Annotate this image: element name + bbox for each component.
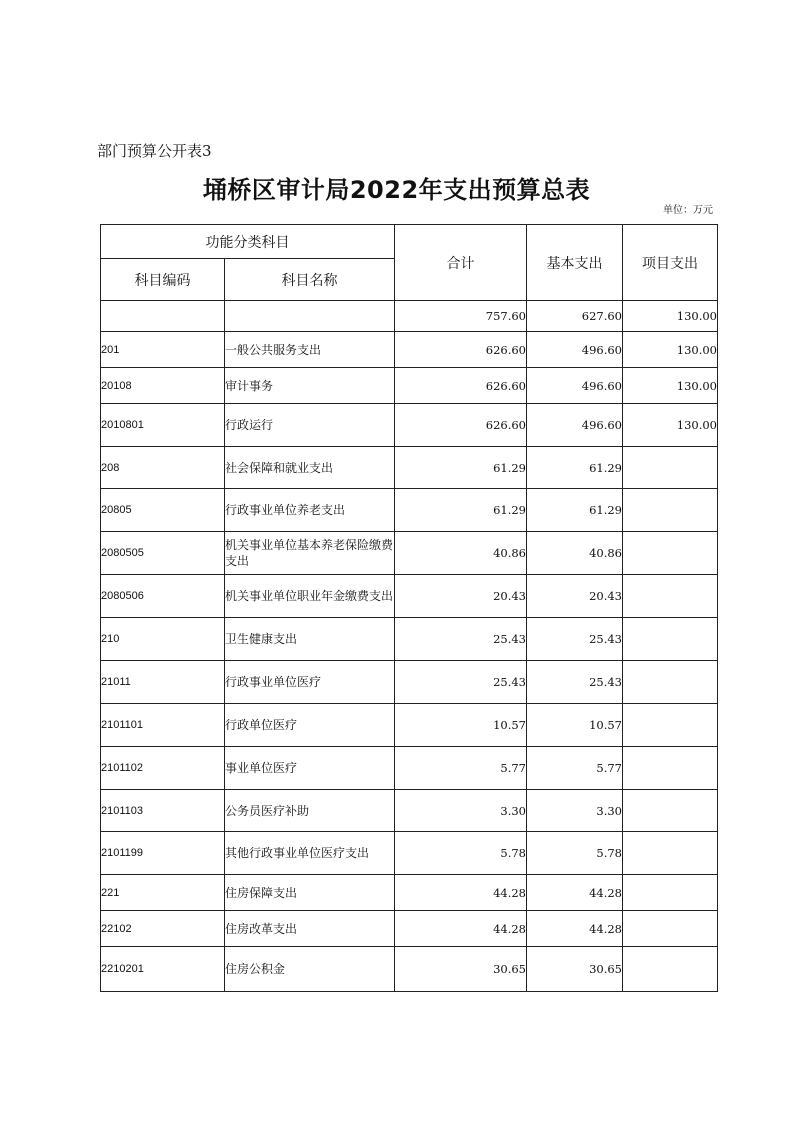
basic-expenditure-cell: 3.30 bbox=[527, 790, 623, 832]
subject-name-cell: 公务员医疗补助 bbox=[225, 790, 395, 832]
project-expenditure-cell: 130.00 bbox=[623, 368, 718, 404]
page-title: 埇桥区审计局2022年支出预算总表 bbox=[202, 176, 591, 204]
table-row bbox=[101, 301, 718, 332]
table-row bbox=[101, 661, 718, 704]
basic-expenditure-cell: 496.60 bbox=[527, 332, 623, 368]
project-expenditure-cell bbox=[623, 618, 718, 661]
basic-expenditure-cell: 10.57 bbox=[527, 704, 623, 747]
subject-code-cell: 2101103 bbox=[101, 790, 225, 832]
project-expenditure-cell bbox=[623, 911, 718, 947]
table-row bbox=[101, 368, 718, 404]
subject-name-cell: 卫生健康支出 bbox=[225, 618, 395, 661]
subject-name-cell: 审计事务 bbox=[225, 368, 395, 404]
basic-expenditure-cell: 40.86 bbox=[527, 532, 623, 575]
basic-expenditure-cell: 5.78 bbox=[527, 832, 623, 875]
table-row bbox=[101, 875, 718, 911]
basic-expenditure-cell: 61.29 bbox=[527, 489, 623, 532]
subject-name-cell: 行政事业单位医疗 bbox=[225, 661, 395, 704]
subject-code-cell: 208 bbox=[101, 447, 225, 489]
subject-code-cell: 21011 bbox=[101, 661, 225, 704]
subject-code-cell: 2080506 bbox=[101, 575, 225, 618]
table-row bbox=[101, 790, 718, 832]
subject-code-cell: 20805 bbox=[101, 489, 225, 532]
basic-expenditure-cell: 496.60 bbox=[527, 404, 623, 447]
total-cell: 5.78 bbox=[395, 832, 527, 875]
subject-name-cell: 行政单位医疗 bbox=[225, 704, 395, 747]
project-expenditure-cell bbox=[623, 747, 718, 790]
subject-code-cell: 2080505 bbox=[101, 532, 225, 575]
basic-expenditure-cell: 61.29 bbox=[527, 447, 623, 489]
subject-code-cell: 2210201 bbox=[101, 947, 225, 992]
subject-name-cell: 行政事业单位养老支出 bbox=[225, 489, 395, 532]
project-expenditure-cell: 130.00 bbox=[623, 301, 718, 332]
subject-name-cell: 住房公积金 bbox=[225, 947, 395, 992]
project-expenditure-cell bbox=[623, 532, 718, 575]
project-expenditure-cell bbox=[623, 790, 718, 832]
subject-name-cell: 一般公共服务支出 bbox=[225, 332, 395, 368]
subject-name-cell: 住房改革支出 bbox=[225, 911, 395, 947]
subject-name-cell: 事业单位医疗 bbox=[225, 747, 395, 790]
table-row bbox=[101, 447, 718, 489]
basic-expenditure-cell: 30.65 bbox=[527, 947, 623, 992]
subject-name-cell: 机关事业单位职业年金缴费支出 bbox=[225, 575, 395, 618]
basic-expenditure-cell: 496.60 bbox=[527, 368, 623, 404]
header-subject-name: 科目名称 bbox=[225, 259, 395, 301]
table-row bbox=[101, 575, 718, 618]
subject-name-cell: 其他行政事业单位医疗支出 bbox=[225, 832, 395, 875]
table-row bbox=[101, 832, 718, 875]
subject-code-cell: 2101199 bbox=[101, 832, 225, 875]
table-row bbox=[101, 489, 718, 532]
total-cell: 757.60 bbox=[395, 301, 527, 332]
project-expenditure-cell bbox=[623, 661, 718, 704]
total-cell: 40.86 bbox=[395, 532, 527, 575]
project-expenditure-cell bbox=[623, 875, 718, 911]
table-row bbox=[101, 704, 718, 747]
table-row bbox=[101, 947, 718, 992]
header-project-expenditure: 项目支出 bbox=[623, 225, 718, 301]
project-expenditure-cell bbox=[623, 575, 718, 618]
total-cell: 44.28 bbox=[395, 911, 527, 947]
table-header bbox=[101, 225, 718, 301]
header-subject-code: 科目编码 bbox=[101, 259, 225, 301]
subject-name-cell: 住房保障支出 bbox=[225, 875, 395, 911]
project-expenditure-cell bbox=[623, 704, 718, 747]
table-body bbox=[101, 301, 718, 992]
basic-expenditure-cell: 627.60 bbox=[527, 301, 623, 332]
table-row bbox=[101, 532, 718, 575]
project-expenditure-cell bbox=[623, 947, 718, 992]
subject-code-cell: 201 bbox=[101, 332, 225, 368]
total-cell: 25.43 bbox=[395, 618, 527, 661]
subject-code-cell: 2101101 bbox=[101, 704, 225, 747]
header-function-category: 功能分类科目 bbox=[101, 225, 395, 259]
subject-code-cell bbox=[101, 301, 225, 332]
budget-table bbox=[100, 224, 718, 992]
basic-expenditure-cell: 44.28 bbox=[527, 875, 623, 911]
table-row bbox=[101, 618, 718, 661]
header-basic-expenditure: 基本支出 bbox=[527, 225, 623, 301]
project-expenditure-cell bbox=[623, 447, 718, 489]
subject-name-cell: 社会保障和就业支出 bbox=[225, 447, 395, 489]
project-expenditure-cell bbox=[623, 489, 718, 532]
total-cell: 626.60 bbox=[395, 332, 527, 368]
subject-code-cell: 2101102 bbox=[101, 747, 225, 790]
total-cell: 5.77 bbox=[395, 747, 527, 790]
basic-expenditure-cell: 25.43 bbox=[527, 661, 623, 704]
total-cell: 10.57 bbox=[395, 704, 527, 747]
table-row bbox=[101, 332, 718, 368]
subject-code-cell: 2010801 bbox=[101, 404, 225, 447]
subject-name-cell: 机关事业单位基本养老保险缴费支出 bbox=[225, 532, 395, 575]
table-row bbox=[101, 747, 718, 790]
subject-code-cell: 22102 bbox=[101, 911, 225, 947]
subject-name-cell: 行政运行 bbox=[225, 404, 395, 447]
total-cell: 44.28 bbox=[395, 875, 527, 911]
project-expenditure-cell: 130.00 bbox=[623, 332, 718, 368]
table-row bbox=[101, 911, 718, 947]
total-cell: 20.43 bbox=[395, 575, 527, 618]
subject-code-cell: 20108 bbox=[101, 368, 225, 404]
basic-expenditure-cell: 5.77 bbox=[527, 747, 623, 790]
header-total: 合计 bbox=[395, 225, 527, 301]
total-cell: 61.29 bbox=[395, 489, 527, 532]
basic-expenditure-cell: 20.43 bbox=[527, 575, 623, 618]
subject-code-cell: 210 bbox=[101, 618, 225, 661]
unit-label: 单位：万元 bbox=[663, 205, 713, 216]
subject-code-cell: 221 bbox=[101, 875, 225, 911]
total-cell: 30.65 bbox=[395, 947, 527, 992]
basic-expenditure-cell: 44.28 bbox=[527, 911, 623, 947]
table-row bbox=[101, 404, 718, 447]
basic-expenditure-cell: 25.43 bbox=[527, 618, 623, 661]
total-cell: 61.29 bbox=[395, 447, 527, 489]
subject-name-cell bbox=[225, 301, 395, 332]
total-cell: 626.60 bbox=[395, 368, 527, 404]
total-cell: 3.30 bbox=[395, 790, 527, 832]
total-cell: 626.60 bbox=[395, 404, 527, 447]
total-cell: 25.43 bbox=[395, 661, 527, 704]
table-caption: 部门预算公开表3 bbox=[97, 142, 212, 160]
project-expenditure-cell bbox=[623, 832, 718, 875]
project-expenditure-cell: 130.00 bbox=[623, 404, 718, 447]
